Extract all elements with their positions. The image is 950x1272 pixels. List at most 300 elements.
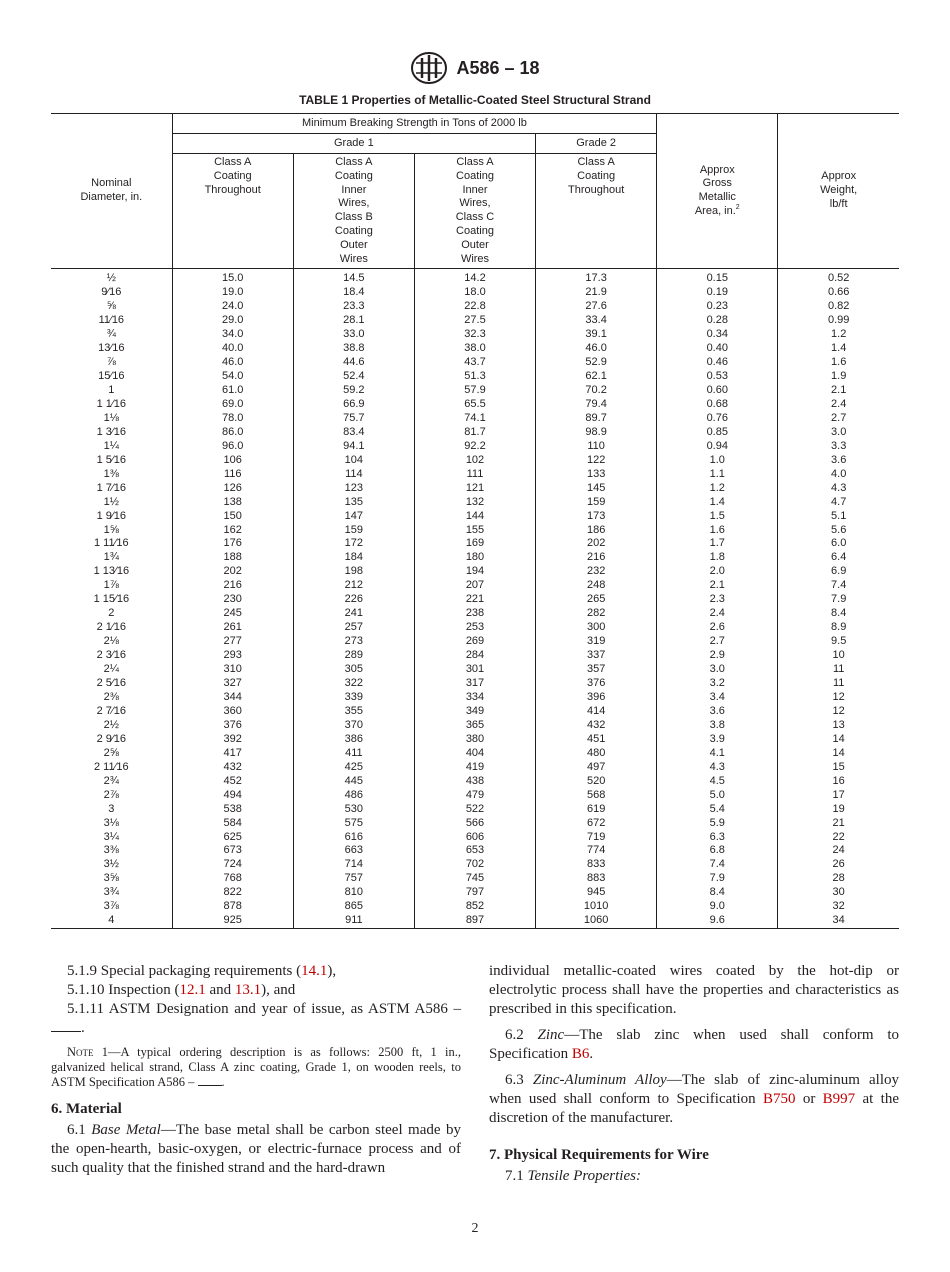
table-cell: 21	[778, 817, 899, 831]
table-cell: 12	[778, 705, 899, 719]
cell-nominal-diameter: 3	[108, 802, 115, 815]
table-cell: 2.4	[657, 607, 778, 621]
table-row	[51, 579, 899, 593]
section-7-heading: 7. Physical Requirements for Wire	[489, 1147, 709, 1163]
table-cell: 14	[778, 733, 899, 747]
page-number: 2	[471, 1221, 479, 1236]
left-text-column	[51, 962, 461, 1178]
header-g2-class-a: Class A Coating Throughout	[536, 154, 657, 269]
table-cell: 98.9	[536, 426, 657, 440]
table-cell: 339	[293, 691, 414, 705]
table-cell: 392	[172, 733, 293, 747]
table-cell: 44.6	[293, 356, 414, 370]
table-cell: 144	[414, 510, 535, 524]
note-1: Note 1—A typical ordering description is as follows: 2500 ft, 1 in., galvanized helical strand, Class A zinc coating, Grade 1, on wooden reels, to ASTM Specification A586 – .	[51, 1045, 461, 1089]
table-row	[51, 269, 899, 286]
table-row	[51, 286, 899, 300]
table-cell: 19.0	[172, 286, 293, 300]
table-cell: 94.1	[293, 440, 414, 454]
table-cell: 265	[536, 593, 657, 607]
table-cell: 822	[172, 886, 293, 900]
table-cell: 2.3	[657, 593, 778, 607]
table-cell: 24	[778, 844, 899, 858]
table-cell: 22	[778, 831, 899, 845]
table-cell: 3.2	[657, 677, 778, 691]
table-row	[51, 482, 899, 496]
header-weight: Approx Weight, lb/ft	[778, 114, 899, 269]
table-cell: 878	[172, 900, 293, 914]
table-cell: 724	[172, 858, 293, 872]
table-cell: 653	[414, 844, 535, 858]
table-cell: 11	[778, 677, 899, 691]
cell-nominal-diameter: 4	[108, 914, 115, 927]
table-cell: 78.0	[172, 412, 293, 426]
table-cell: 102	[414, 454, 535, 468]
cell-nominal-diameter: 1	[108, 384, 115, 396]
cell-nominal-diameter: 3⅜	[103, 844, 119, 857]
table-cell: 7.9	[657, 872, 778, 886]
table-cell: 5.1	[778, 510, 899, 524]
table-row	[51, 342, 899, 356]
table-cell: 10	[778, 649, 899, 663]
table-cell: 417	[172, 747, 293, 761]
table-cell: 4.1	[657, 747, 778, 761]
cell-nominal-diameter: 15⁄16	[98, 370, 125, 383]
table-cell: 14.5	[293, 269, 414, 286]
table-cell: 261	[172, 621, 293, 635]
paragraph-7-1: 7.1 Tensile Properties:	[505, 1168, 641, 1184]
table-cell: 365	[414, 719, 535, 733]
cell-nominal-diameter: 1⅞	[103, 579, 119, 592]
table-cell: 0.40	[657, 342, 778, 356]
header-grade-2: Grade 2	[536, 134, 657, 154]
table-cell: 226	[293, 593, 414, 607]
table-cell: 0.28	[657, 314, 778, 328]
table-cell: 18.4	[293, 286, 414, 300]
table-cell: 2.0	[657, 565, 778, 579]
cell-nominal-diameter: 2 3⁄16	[96, 649, 126, 662]
table-cell: 7.4	[778, 579, 899, 593]
table-cell: 29.0	[172, 314, 293, 328]
table-row	[51, 398, 899, 412]
table-cell: 132	[414, 496, 535, 510]
table-cell: 673	[172, 844, 293, 858]
table-cell: 5.9	[657, 817, 778, 831]
table-cell: 0.85	[657, 426, 778, 440]
table-cell: 173	[536, 510, 657, 524]
header-g1-class-b-outer: Class A Coating Inner Wires, Class B Coating Outer Wires	[293, 154, 414, 269]
table-cell: 317	[414, 677, 535, 691]
table-cell: 349	[414, 705, 535, 719]
table-cell: 300	[536, 621, 657, 635]
table-cell: 6.0	[778, 537, 899, 551]
table-cell: 480	[536, 747, 657, 761]
table-row	[51, 831, 899, 845]
cell-nominal-diameter: 3½	[103, 858, 119, 871]
table-cell: 380	[414, 733, 535, 747]
table-cell: 322	[293, 677, 414, 691]
table-row	[51, 524, 899, 538]
table-cell: 7.4	[657, 858, 778, 872]
table-cell: 494	[172, 789, 293, 803]
table-cell: 284	[414, 649, 535, 663]
cell-nominal-diameter: 1 3⁄16	[96, 425, 126, 438]
table-cell: 138	[172, 496, 293, 510]
table-cell: 419	[414, 761, 535, 775]
table-cell: 92.2	[414, 440, 535, 454]
table-row	[51, 872, 899, 886]
cell-nominal-diameter: 2 5⁄16	[96, 677, 126, 690]
table-cell: 106	[172, 454, 293, 468]
cell-nominal-diameter: 1 15⁄16	[93, 593, 130, 606]
link-b997[interactable]: B997	[822, 1091, 856, 1107]
cell-nominal-diameter: 1⅝	[103, 523, 119, 536]
cell-nominal-diameter: 2¾	[103, 774, 119, 787]
table-row	[51, 412, 899, 426]
header-g1-class-c-outer: Class A Coating Inner Wires, Class C Coating Outer Wires	[414, 154, 535, 269]
table-row	[51, 454, 899, 468]
table-cell: 310	[172, 663, 293, 677]
table-row	[51, 886, 899, 900]
table-cell: 17	[778, 789, 899, 803]
table-cell: 4.5	[657, 775, 778, 789]
table-row	[51, 593, 899, 607]
table-cell: 1.1	[657, 468, 778, 482]
table-cell: 198	[293, 565, 414, 579]
table-cell: 150	[172, 510, 293, 524]
table-cell: 34.0	[172, 328, 293, 342]
table-cell: 2.7	[778, 412, 899, 426]
table-cell: 1.6	[657, 524, 778, 538]
table-cell: 245	[172, 607, 293, 621]
table-cell: 1.0	[657, 454, 778, 468]
table-cell: 625	[172, 831, 293, 845]
table-cell: 852	[414, 900, 535, 914]
table-cell: 370	[293, 719, 414, 733]
table-cell: 27.6	[536, 300, 657, 314]
table-cell: 833	[536, 858, 657, 872]
table-cell: 757	[293, 872, 414, 886]
table-cell: 810	[293, 886, 414, 900]
table-cell: 1.4	[778, 342, 899, 356]
table-row	[51, 719, 899, 733]
table-cell: 89.7	[536, 412, 657, 426]
table-cell: 797	[414, 886, 535, 900]
table-cell: 32.3	[414, 328, 535, 342]
table-cell: 357	[536, 663, 657, 677]
table-cell: 0.46	[657, 356, 778, 370]
table-cell: 0.52	[778, 269, 899, 286]
table-cell: 301	[414, 663, 535, 677]
cell-nominal-diameter: 2 11⁄16	[93, 760, 129, 773]
table-cell: 319	[536, 635, 657, 649]
table-cell: 122	[536, 454, 657, 468]
table-row	[51, 356, 899, 370]
cell-nominal-diameter: 13⁄16	[98, 342, 125, 355]
table-cell: 27.5	[414, 314, 535, 328]
cell-nominal-diameter: 1 9⁄16	[96, 509, 126, 522]
table-cell: 3.9	[657, 733, 778, 747]
table-cell: 159	[293, 524, 414, 538]
table-cell: 40.0	[172, 342, 293, 356]
table-row	[51, 565, 899, 579]
table-cell: 1.7	[657, 537, 778, 551]
blank-line	[51, 1019, 81, 1032]
cell-nominal-diameter: 1¼	[103, 439, 119, 452]
table-cell: 12	[778, 691, 899, 705]
table-cell: 70.2	[536, 384, 657, 398]
header-g1-class-a: Class A Coating Throughout	[172, 154, 293, 269]
table-cell: 38.8	[293, 342, 414, 356]
table-cell: 104	[293, 454, 414, 468]
table-cell: 59.2	[293, 384, 414, 398]
table-cell: 530	[293, 803, 414, 817]
link-13-1[interactable]: 13.1	[234, 982, 262, 998]
table-cell: 110	[536, 440, 657, 454]
table-cell: 520	[536, 775, 657, 789]
paragraph-6-1: 6.1 Base Metal—The base metal shall be carbon steel made by the open-hearth, basic-oxygen, or electric-furnace process and of such quality that the finished strand and the hard-drawn	[51, 1122, 461, 1176]
table-cell: 33.0	[293, 328, 414, 342]
cell-nominal-diameter: 3⅞	[103, 900, 119, 913]
blank-line	[198, 1075, 222, 1086]
table-cell: 207	[414, 579, 535, 593]
link-b6[interactable]: B6	[571, 1046, 590, 1062]
table-cell: 83.4	[293, 426, 414, 440]
table-cell: 3.0	[657, 663, 778, 677]
table-cell: 425	[293, 761, 414, 775]
table-cell: 3.8	[657, 719, 778, 733]
table-cell: 3.6	[778, 454, 899, 468]
table-cell: 584	[172, 817, 293, 831]
table-row	[51, 691, 899, 705]
cell-nominal-diameter: ⅞	[106, 356, 116, 369]
cell-nominal-diameter: 3¾	[103, 886, 119, 899]
table-cell: 945	[536, 886, 657, 900]
table-cell: 438	[414, 775, 535, 789]
table-cell: 774	[536, 844, 657, 858]
table-cell: 522	[414, 803, 535, 817]
cell-nominal-diameter: 1 5⁄16	[96, 453, 126, 466]
table-cell: 30	[778, 886, 899, 900]
table-cell: 2.7	[657, 635, 778, 649]
table-cell: 8.4	[657, 886, 778, 900]
paragraph-6-3: 6.3 Zinc-Aluminum Alloy—The slab of zinc-aluminum alloy when used shall conform to Specification B750 or B997 at the discretion of the manufacturer.	[489, 1072, 899, 1126]
table-cell: 1.9	[778, 370, 899, 384]
table-cell: 65.5	[414, 398, 535, 412]
table-cell: 432	[172, 761, 293, 775]
cell-nominal-diameter: 2⅜	[103, 690, 119, 703]
table-cell: 337	[536, 649, 657, 663]
table-cell: 334	[414, 691, 535, 705]
table-cell: 202	[536, 537, 657, 551]
table-title: TABLE 1 Properties of Metallic-Coated Steel Structural Strand	[299, 93, 651, 107]
table-cell: 344	[172, 691, 293, 705]
table-cell: 376	[536, 677, 657, 691]
table-cell: 719	[536, 831, 657, 845]
cell-nominal-diameter: 1½	[103, 495, 119, 508]
table-cell: 121	[414, 482, 535, 496]
paragraph-5-1-10: 5.1.10 Inspection (12.1 and 13.1), and	[67, 982, 296, 998]
table-cell: 1060	[536, 914, 657, 928]
table-cell: 575	[293, 817, 414, 831]
table-row	[51, 621, 899, 635]
table-cell: 4.0	[778, 468, 899, 482]
table-cell: 6.8	[657, 844, 778, 858]
astm-logo-icon	[410, 51, 448, 85]
table-cell: 172	[293, 537, 414, 551]
table-row	[51, 300, 899, 314]
table-row	[51, 468, 899, 482]
table-row	[51, 426, 899, 440]
table-row	[51, 705, 899, 719]
table-cell: 61.0	[172, 384, 293, 398]
table-cell: 16	[778, 775, 899, 789]
table-cell: 0.19	[657, 286, 778, 300]
table-cell: 19	[778, 803, 899, 817]
table-row	[51, 677, 899, 691]
table-cell: 9.6	[657, 914, 778, 928]
cell-nominal-diameter: 3¼	[103, 830, 119, 843]
table-cell: 663	[293, 844, 414, 858]
link-14-1[interactable]: 14.1	[301, 963, 328, 979]
table-cell: 8.9	[778, 621, 899, 635]
table-cell: 1.4	[657, 496, 778, 510]
table-cell: 883	[536, 872, 657, 886]
table-cell: 486	[293, 789, 414, 803]
table-cell: 411	[293, 747, 414, 761]
table-cell: 46.0	[172, 356, 293, 370]
table-row	[51, 761, 899, 775]
table-cell: 38.0	[414, 342, 535, 356]
table-cell: 386	[293, 733, 414, 747]
table-row	[51, 858, 899, 872]
table-row	[51, 635, 899, 649]
table-cell: 672	[536, 817, 657, 831]
table-cell: 253	[414, 621, 535, 635]
table-row	[51, 817, 899, 831]
link-b750[interactable]: B750	[762, 1091, 796, 1107]
table-row	[51, 384, 899, 398]
table-cell: 51.3	[414, 370, 535, 384]
table-cell: 414	[536, 705, 657, 719]
table-cell: 396	[536, 691, 657, 705]
table-cell: 6.9	[778, 565, 899, 579]
table-cell: 0.82	[778, 300, 899, 314]
table-cell: 62.1	[536, 370, 657, 384]
cell-nominal-diameter: 3⅛	[103, 816, 119, 829]
table-cell: 4.3	[657, 761, 778, 775]
table-cell: 69.0	[172, 398, 293, 412]
table-cell: 897	[414, 914, 535, 928]
paragraph-5-1-11: 5.1.11 ASTM Designation and year of issue, as ASTM A586 – .	[51, 1000, 461, 1038]
table-cell: 18.0	[414, 286, 535, 300]
table-row	[51, 440, 899, 454]
table-cell: 23.3	[293, 300, 414, 314]
cell-nominal-diameter: 9⁄16	[101, 286, 122, 299]
table-cell: 360	[172, 705, 293, 719]
table-cell: 24.0	[172, 300, 293, 314]
table-cell: 257	[293, 621, 414, 635]
table-cell: 3.0	[778, 426, 899, 440]
table-cell: 96.0	[172, 440, 293, 454]
paragraph-5-1-9: 5.1.9 Special packaging requirements (14.1),	[67, 963, 337, 979]
table-cell: 0.53	[657, 370, 778, 384]
table-cell: 925	[172, 914, 293, 928]
table-cell: 0.60	[657, 384, 778, 398]
table-cell: 184	[293, 551, 414, 565]
table-cell: 2.6	[657, 621, 778, 635]
table-cell: 269	[414, 635, 535, 649]
table-row	[51, 551, 899, 565]
cell-nominal-diameter: 1 1⁄16	[96, 397, 126, 410]
table-cell: 355	[293, 705, 414, 719]
table-cell: 75.7	[293, 412, 414, 426]
table-row	[51, 663, 899, 677]
table-cell: 114	[293, 468, 414, 482]
cell-nominal-diameter: 2 1⁄16	[96, 621, 126, 634]
table-cell: 5.0	[657, 789, 778, 803]
table-cell: 606	[414, 831, 535, 845]
table-cell: 14.2	[414, 269, 535, 286]
table-cell: 238	[414, 607, 535, 621]
table-cell: 248	[536, 579, 657, 593]
table-cell: 176	[172, 537, 293, 551]
table-cell: 4.3	[778, 482, 899, 496]
table-row	[51, 914, 899, 928]
table-row	[51, 496, 899, 510]
table-cell: 305	[293, 663, 414, 677]
table-cell: 39.1	[536, 328, 657, 342]
table-cell: 159	[536, 496, 657, 510]
cell-nominal-diameter: 1⅜	[103, 467, 119, 480]
table-cell: 4.7	[778, 496, 899, 510]
table-cell: 15	[778, 761, 899, 775]
table-cell: 452	[172, 775, 293, 789]
table-cell: 2.9	[657, 649, 778, 663]
table-cell: 2.1	[778, 384, 899, 398]
table-cell: 9.0	[657, 900, 778, 914]
table-cell: 2.4	[778, 398, 899, 412]
table-cell: 327	[172, 677, 293, 691]
table-cell: 6.3	[657, 831, 778, 845]
table-cell: 566	[414, 817, 535, 831]
table-cell: 188	[172, 551, 293, 565]
table-cell: 126	[172, 482, 293, 496]
table-cell: 702	[414, 858, 535, 872]
table-cell: 14	[778, 747, 899, 761]
table-cell: 0.94	[657, 440, 778, 454]
link-12-1[interactable]: 12.1	[179, 982, 206, 998]
cell-nominal-diameter: 2	[108, 607, 115, 620]
cell-nominal-diameter: ¾	[106, 328, 116, 341]
table-cell: 15.0	[172, 269, 293, 286]
table-cell: 66.9	[293, 398, 414, 412]
table-cell: 216	[172, 579, 293, 593]
table-cell: 568	[536, 789, 657, 803]
cell-nominal-diameter: 1¾	[103, 551, 119, 564]
header-nominal-diameter: Nominal Diameter, in.	[80, 177, 143, 204]
table-cell: 0.68	[657, 398, 778, 412]
table-cell: 52.9	[536, 356, 657, 370]
table-cell: 162	[172, 524, 293, 538]
table-cell: 479	[414, 789, 535, 803]
table-cell: 52.4	[293, 370, 414, 384]
table-row	[51, 775, 899, 789]
table-cell: 32	[778, 900, 899, 914]
table-cell: 1.6	[778, 356, 899, 370]
table-cell: 180	[414, 551, 535, 565]
table-cell: 619	[536, 803, 657, 817]
